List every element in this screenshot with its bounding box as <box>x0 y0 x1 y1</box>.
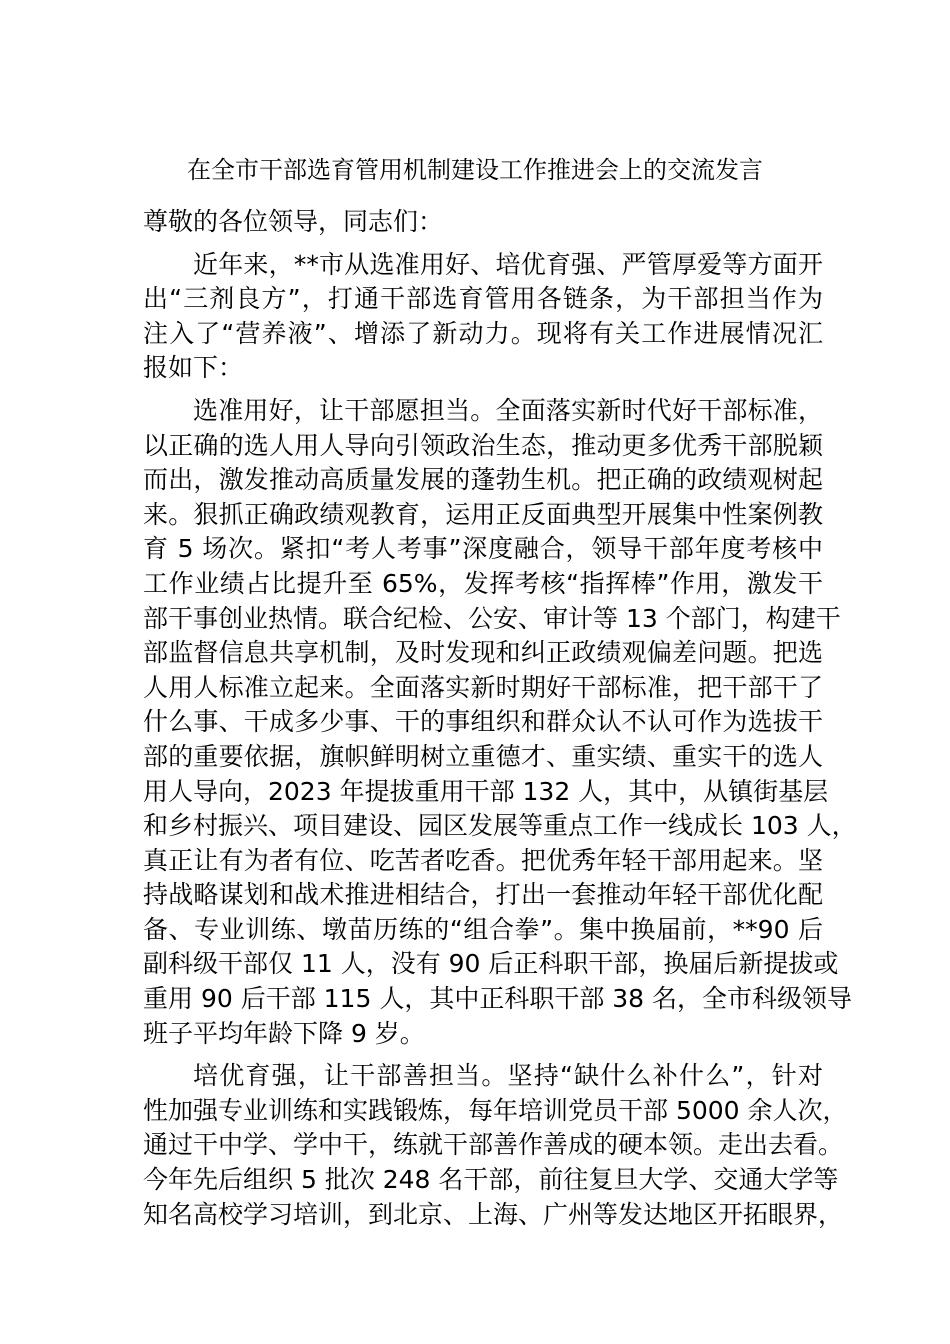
paragraph-line: 重用 90 后干部 115 人，其中正科职干部 38 名，全市科级领导 <box>143 984 853 1014</box>
paragraph-line: 注入了“营养液”、增添了新动力。现将有关工作进展情况汇 <box>143 318 823 348</box>
paragraph-line: 班子平均年龄下降 9 岁。 <box>143 1018 425 1048</box>
paragraph-line: 什么事、干成多少事、干的事组织和群众认不认可作为选拔干 <box>143 707 823 737</box>
paragraph-line: 报如下： <box>143 353 244 383</box>
paragraph-line: 而出，激发推动高质量发展的蓬勃生机。把正确的政绩观树起 <box>143 465 823 495</box>
paragraph-line: 人用人标准立起来。全面落实新时期好干部标准，把干部干了 <box>143 672 823 702</box>
paragraph-line: 用人导向，2023 年提拔重用干部 132 人，其中，从镇街基层 <box>143 776 829 806</box>
paragraph-line: 知名高校学习培训，到北京、上海、广州等发达地区开拓眼界， <box>143 1199 844 1229</box>
paragraph-line: 选准用好，让干部愿担当。全面落实新时代好干部标准， <box>193 395 823 425</box>
paragraph-line: 和乡村振兴、项目建设、园区发展等重点工作一线成长 103 人， <box>143 811 857 841</box>
paragraph-selection <box>143 394 857 1051</box>
paragraph-line: 通过干中学、学中干，练就干部善作善成的硬本领。走出去看。 <box>143 1130 844 1160</box>
paragraph-line: 今年先后组织 5 批次 248 名干部，前往复旦大学、交通大学等 <box>143 1165 839 1195</box>
paragraph-line: 备、专业训练、墩苗历练的“组合拳”。集中换届前，**90 后 <box>143 914 823 944</box>
paragraph-training <box>143 1059 848 1232</box>
document-body <box>143 205 857 1232</box>
document-title: 在全市干部选育管用机制建设工作推进会上的交流发言 <box>187 156 763 184</box>
paragraph-line: 性加强专业训练和实践锻炼，每年培训党员干部 5000 余人次， <box>143 1095 848 1125</box>
greeting-line: 尊敬的各位领导，同志们： <box>143 207 444 236</box>
paragraph-intro <box>143 248 823 386</box>
paragraph-line: 真正让有为者有位、吃苦者吃香。把优秀年轻干部用起来。坚 <box>143 845 823 875</box>
paragraph-line: 部监督信息共享机制，及时发现和纠正政绩观偏差问题。把选 <box>143 638 823 668</box>
paragraph-line: 持战略谋划和战术推进相结合，打出一套推动年轻干部优化配 <box>143 880 823 910</box>
paragraph-line: 来。狠抓正确政绩观教育，运用正反面典型开展集中性案例教 <box>143 499 823 529</box>
paragraph-line: 副科级干部仅 11 人，没有 90 后正科职干部，换届后新提拔或 <box>143 949 839 979</box>
paragraph-line: 部的重要依据，旗帜鲜明树立重德才、重实绩、重实干的选人 <box>143 741 823 771</box>
paragraph-line: 工作业绩占比提升至 65%，发挥考核“指挥棒”作用，激发干 <box>143 568 823 598</box>
paragraph-line: 部干事创业热情。联合纪检、公安、审计等 13 个部门，构建干 <box>143 603 841 633</box>
paragraph-line: 培优育强，让干部善担当。坚持“缺什么补什么”，针对 <box>193 1061 823 1091</box>
paragraph-line: 出“三剂良方”，打通干部选育管用各链条，为干部担当作为 <box>143 284 823 314</box>
paragraph-line: 近年来，**市从选准用好、培优育强、严管厚爱等方面开 <box>193 249 823 279</box>
paragraph-line: 育 5 场次。紧扣“考人考事”深度融合，领导干部年度考核中 <box>143 534 823 564</box>
paragraph-line: 以正确的选人用人导向引领政治生态，推动更多优秀干部脱颖 <box>143 430 823 460</box>
